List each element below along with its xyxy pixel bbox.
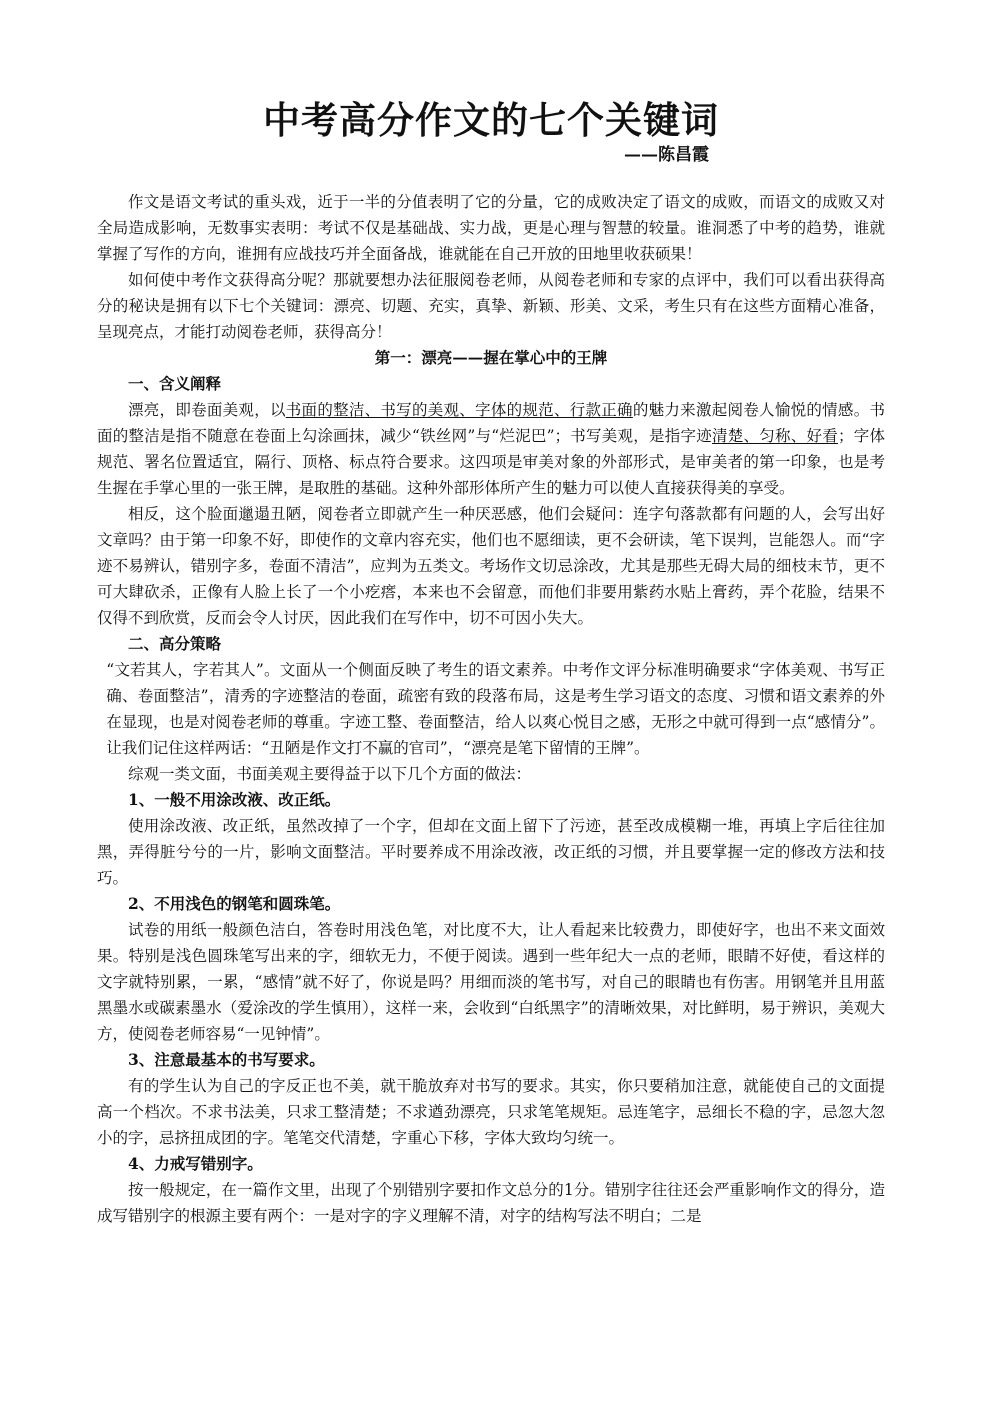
item-4-heading: 4、力戒写错别字。 xyxy=(128,1154,263,1173)
item-1-heading: 1、一般不用涂改液、改正纸。 xyxy=(128,790,341,809)
text-run: 的魅力来激起阅卷人愉悦的情感。书面的整洁是指不随意在卷面上勾涂画抹，减少“铁丝网”与“烂泥巴”；书写美观，是指字迹 xyxy=(97,401,885,445)
meaning-paragraph-2: 相反，这个脸面邋遢丑陋，阅卷者立即就产生一种厌恶感，他们会疑问：连字句落款都有问题的人，会写出好文章吗？由于第一印象不好，即使作的文章内容充实，他们也不愿细读，更不会研读，笔下误判，岂能怨人。而“字迹不易辨认，错别字多，卷面不清洁”，应判为五类文。考场作文切忌涂改，尤其是那些无碍大局的细枝末节，更不可大肆砍杀，正像有人脸上长了一个小疙瘩，本来也不会留意，而他们非要用紫药水贴上膏药，弄个花脸，结果不仅得不到欣赏，反而会令人讨厌，因此我们在写作中，切不可因小失大。 xyxy=(97,505,885,627)
author-byline: ——陈昌霞 xyxy=(624,145,709,165)
text-run: 漂亮，即卷面美观，以 xyxy=(128,401,286,419)
item-3-heading: 3、注意最基本的书写要求。 xyxy=(128,1050,325,1069)
subheading-meaning: 一、含义阐释 xyxy=(128,374,222,393)
item-3-paragraph: 有的学生认为自己的字反正也不美，就干脆放弃对书写的要求。其实，你只要稍加注意，就能使自己的文面提高一个档次。不求书法美，只求工整清楚；不求遒劲漂亮，只求笔笔规矩。忌连笔字，忌细长不稳的字，忌忽大忽小的字，忌挤扭成团的字。笔笔交代清楚，字重心下移，字体大致均匀统一。 xyxy=(97,1077,885,1147)
strategy-paragraph-2: 综观一类文面，书面美观主要得益于以下几个方面的做法： xyxy=(128,765,532,783)
intro-paragraph-2: 如何使中考作文获得高分呢？那就要想办法征服阅卷老师，从阅卷老师和专家的点评中，我们可以看出获得高分的秘诀是拥有以下七个关键词：漂亮、切题、充实，真挚、新颖、形美、文采，考生只有在这些方面精心准备，呈现亮点，才能打动阅卷老师，获得高分！ xyxy=(97,271,885,341)
strategy-paragraph-1: “文若其人，字若其人”。文面从一个侧面反映了考生的语文素养。中考作文评分标准明确要求“字体美观、书写正确、卷面整洁”，清秀的字迹整洁的卷面，疏密有致的段落布局，这是考生学习语文的态度、习惯和语文素养的外在显现，也是对阅卷老师的尊重。字迹工整、卷面整洁，给人以爽心悦目之感，无形之中就可得到一点“感情分”。让我们记住这样两话：“丑陋是作文打不赢的官司”，“漂亮是笔下留情的王牌”。 xyxy=(106,661,885,757)
document-body xyxy=(97,189,885,1229)
intro-paragraph-1: 作文是语文考试的重头戏，近于一半的分值表明了它的分量，它的成败决定了语文的成败，而语文的成败又对全局造成影响，无数事实表明：考试不仅是基础战、实力战，更是心理与智慧的较量。谁洞悉了中考的趋势，谁就掌握了写作的方向，谁拥有应战技巧并全面备战，谁就能在自己开放的田地里收获硕果！ xyxy=(97,193,885,263)
section-heading: 第一：漂亮——握在掌心中的王牌 xyxy=(374,348,608,367)
document-title: 中考高分作文的七个关键词 xyxy=(263,99,719,142)
item-4-paragraph: 按一般规定，在一篇作文里，出现了个别错别字要扣作文总分的1分。错别字往往还会严重影响作文的得分，造成写错别字的根源主要有两个：一是对字的字义理解不清，对字的结构写法不明白；二是 xyxy=(97,1181,885,1225)
meaning-paragraph-1 xyxy=(97,397,885,501)
subheading-strategy: 二、高分策略 xyxy=(128,634,222,653)
underlined-phrase-2: 清楚、匀称、好看 xyxy=(712,427,838,445)
item-1-paragraph: 使用涂改液、改正纸，虽然改掉了一个字，但却在文面上留下了污迹，甚至改成模糊一堆，再填上字后往往加黑，弄得脏兮兮的一片，影响文面整洁。平时要养成不用涂改液，改正纸的习惯，并且要掌握一定的修改方法和技巧。 xyxy=(97,817,885,887)
text-run: ；字体规范、署名位置适宜，隔行、顶格、标点符合要求。这四项是审美对象的外部形式，是审美者的第一印象，也是考生握在手掌心里的一张王牌，是取胜的基础。这种外部形体所产生的魅力可以使人直接获得美的享受。 xyxy=(97,427,885,497)
underlined-phrase-1: 书面的整洁、书写的美观、字体的规范、行款正确 xyxy=(285,401,633,419)
item-2-heading: 2、不用浅色的钢笔和圆珠笔。 xyxy=(128,894,341,913)
item-2-paragraph: 试卷的用纸一般颜色洁白，答卷时用浅色笔，对比度不大，让人看起来比较费力，即使好字，也出不来文面效果。特别是浅色圆珠笔写出来的字，细软无力，不便于阅读。遇到一些年纪大一点的老师，眼睛不好使，看这样的文字就特别累，一累，“感情”就不好了，你说是吗？用细而淡的笔书写，对自己的眼睛也有伤害。用钢笔并且用蓝黑墨水或碳素墨水（爱涂改的学生慎用），这样一来，会收到“白纸黑字”的清晰效果，对比鲜明，易于辨识，美观大方，使阅卷老师容易“一见钟情”。 xyxy=(97,921,885,1043)
